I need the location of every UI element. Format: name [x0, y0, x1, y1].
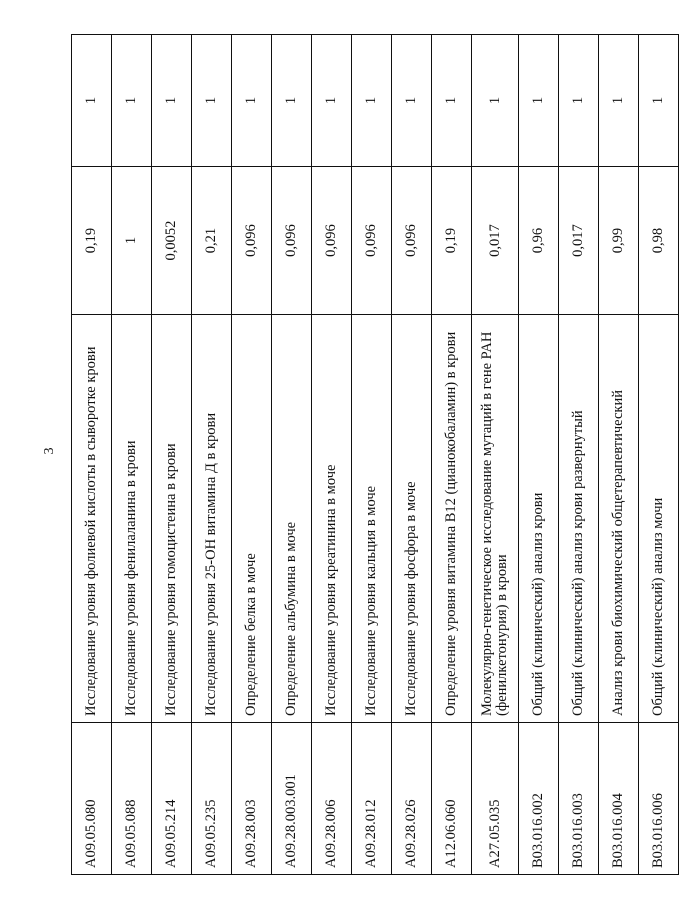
frequency-rate: 0,096 [312, 167, 352, 315]
service-name: Исследование уровня кальция в моче [352, 315, 392, 723]
service-code: A09.28.026 [392, 723, 432, 875]
frequency-rate: 0,096 [392, 167, 432, 315]
service-code: A09.05.214 [152, 723, 192, 875]
services-table [71, 34, 679, 875]
multiplicity: 1 [599, 35, 639, 167]
service-name: Общий (клинический) анализ крови развернутый [559, 315, 599, 723]
service-code: A12.06.060 [432, 723, 472, 875]
service-name: Определение белка в моче [232, 315, 272, 723]
table-row [72, 35, 112, 875]
multiplicity: 1 [152, 35, 192, 167]
service-name: Исследование уровня фолиевой кислоты в сыворотке крови [72, 315, 112, 723]
service-code: A09.28.003.001 [272, 723, 312, 875]
service-name: Общий (клинический) анализ мочи [639, 315, 679, 723]
table-row [152, 35, 192, 875]
frequency-rate: 0,98 [639, 167, 679, 315]
table-row [272, 35, 312, 875]
service-code: B03.016.004 [599, 723, 639, 875]
service-name: Молекулярно-генетическое исследование мутаций в гене PAH (фенилкетонурия) в крови [472, 315, 519, 723]
table-row [472, 35, 519, 875]
table-row [432, 35, 472, 875]
service-code: A09.05.080 [72, 723, 112, 875]
multiplicity: 1 [112, 35, 152, 167]
frequency-rate: 0,096 [352, 167, 392, 315]
table-row [352, 35, 392, 875]
service-code: A09.05.088 [112, 723, 152, 875]
service-name: Исследование уровня гомоцистеина в крови [152, 315, 192, 723]
frequency-rate: 0,21 [192, 167, 232, 315]
service-code: A09.28.003 [232, 723, 272, 875]
frequency-rate: 0,096 [272, 167, 312, 315]
service-name: Исследование уровня фенилаланина в крови [112, 315, 152, 723]
frequency-rate: 1 [112, 167, 152, 315]
table-row [599, 35, 639, 875]
service-name: Анализ крови биохимический общетерапевтический [599, 315, 639, 723]
multiplicity: 1 [432, 35, 472, 167]
service-code: A09.28.012 [352, 723, 392, 875]
frequency-rate: 0,99 [599, 167, 639, 315]
multiplicity: 1 [232, 35, 272, 167]
service-code: B03.016.006 [639, 723, 679, 875]
multiplicity: 1 [192, 35, 232, 167]
multiplicity: 1 [392, 35, 432, 167]
service-code: A09.05.235 [192, 723, 232, 875]
multiplicity: 1 [472, 35, 519, 167]
table-row [192, 35, 232, 875]
multiplicity: 1 [519, 35, 559, 167]
multiplicity: 1 [72, 35, 112, 167]
service-name: Общий (клинический) анализ крови [519, 315, 559, 723]
frequency-rate: 0,0052 [152, 167, 192, 315]
frequency-rate: 0,19 [72, 167, 112, 315]
service-name: Определение альбумина в моче [272, 315, 312, 723]
multiplicity: 1 [272, 35, 312, 167]
table-row [232, 35, 272, 875]
frequency-rate: 0,19 [432, 167, 472, 315]
table-row [312, 35, 352, 875]
table-row [639, 35, 679, 875]
service-code: A27.05.035 [472, 723, 519, 875]
service-name: Определение уровня витамина B12 (цианокобаламин) в крови [432, 315, 472, 723]
table-row [112, 35, 152, 875]
table-row [559, 35, 599, 875]
multiplicity: 1 [312, 35, 352, 167]
service-code: B03.016.003 [559, 723, 599, 875]
multiplicity: 1 [559, 35, 599, 167]
service-name: Исследование уровня 25-ОН витамина Д в крови [192, 315, 232, 723]
service-name: Исследование уровня фосфора в моче [392, 315, 432, 723]
service-name: Исследование уровня креатинина в моче [312, 315, 352, 723]
table-row [392, 35, 432, 875]
frequency-rate: 0,017 [472, 167, 519, 315]
frequency-rate: 0,96 [519, 167, 559, 315]
multiplicity: 1 [639, 35, 679, 167]
frequency-rate: 0,096 [232, 167, 272, 315]
service-code: B03.016.002 [519, 723, 559, 875]
service-code: A09.28.006 [312, 723, 352, 875]
multiplicity: 1 [352, 35, 392, 167]
frequency-rate: 0,017 [559, 167, 599, 315]
table-row [519, 35, 559, 875]
services-table-container [71, 35, 666, 875]
page-number: 3 [42, 447, 57, 455]
